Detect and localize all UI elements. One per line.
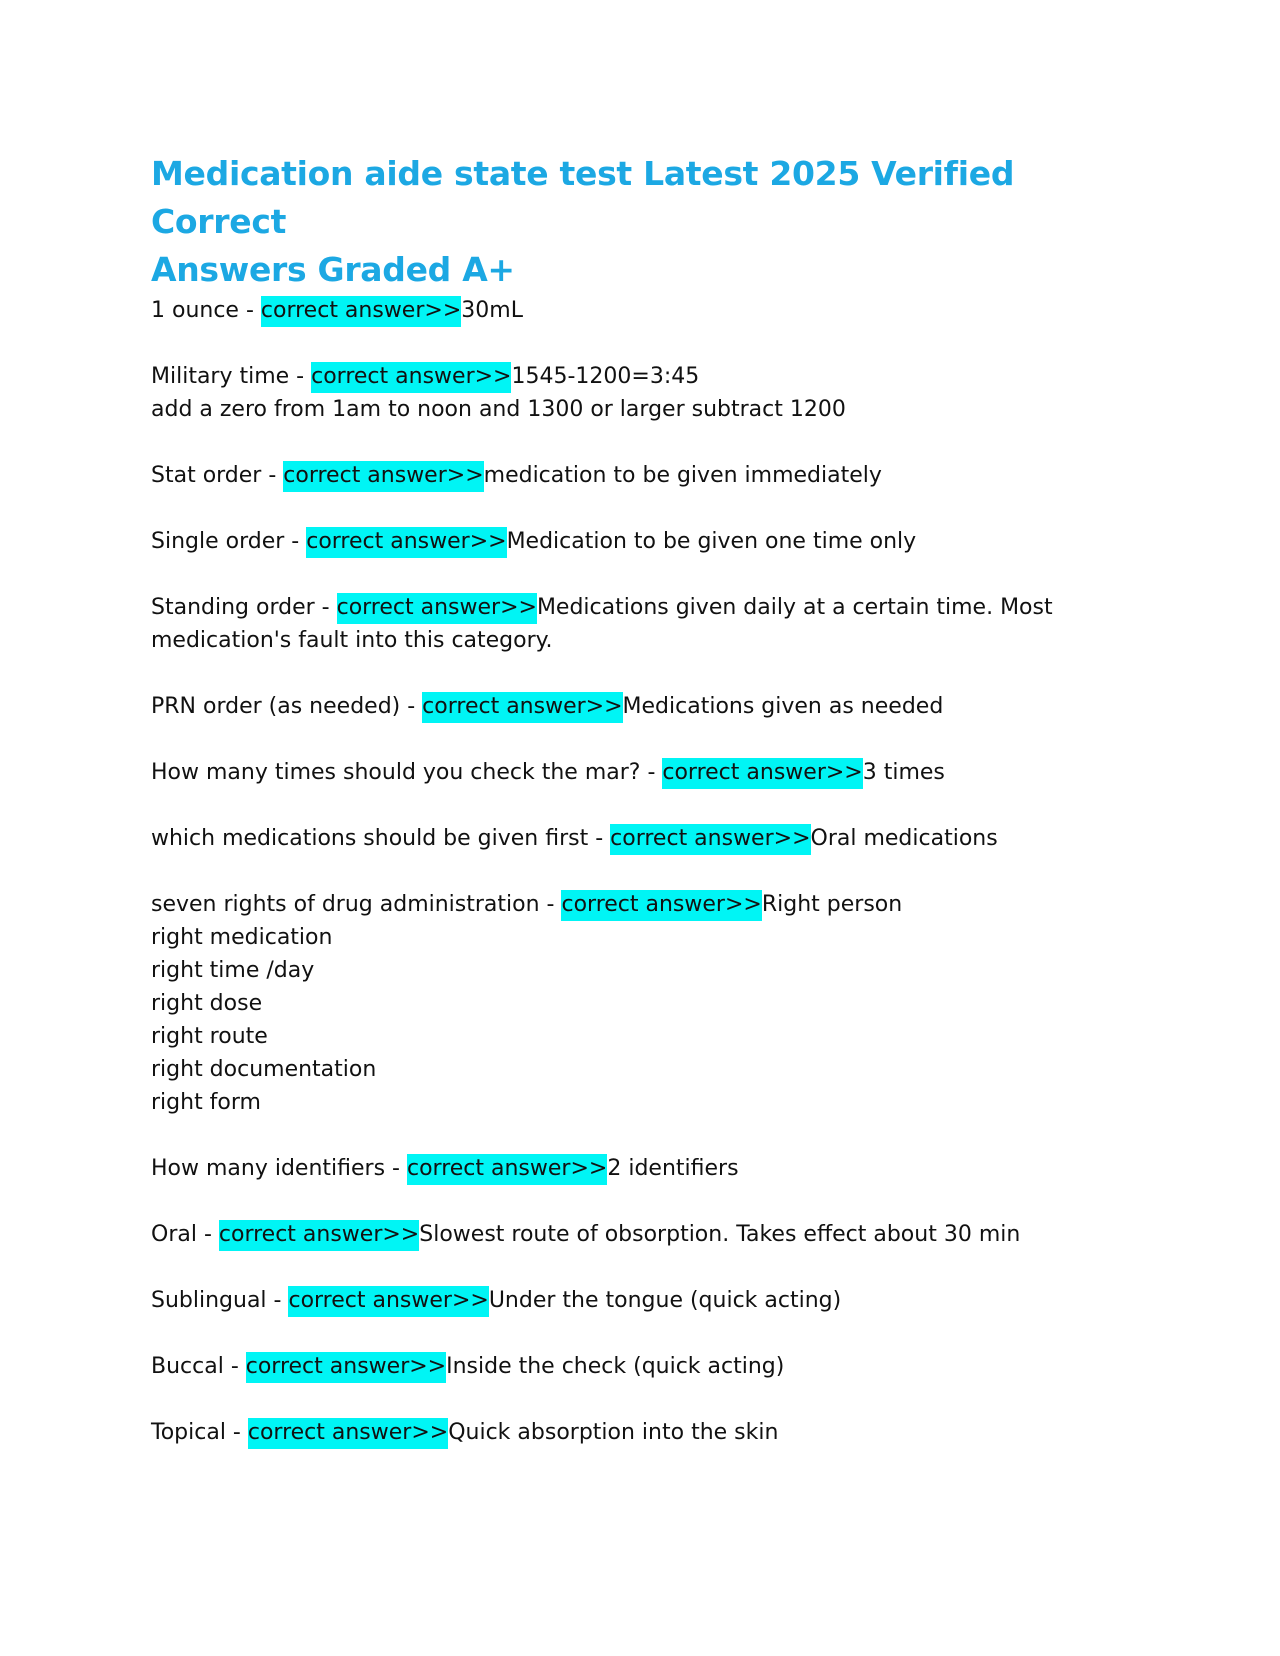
- answer-continuation-line: medication's fault into this category.: [151, 628, 553, 653]
- answer-text: Inside the check (quick acting): [446, 1354, 785, 1379]
- question-text: How many identifiers -: [151, 1156, 407, 1181]
- answer-continuation-line: right dose: [151, 991, 263, 1016]
- question-text: which medications should be given first -: [151, 826, 611, 851]
- question-text: PRN order (as needed) -: [151, 694, 423, 719]
- question-text: seven rights of drug administration -: [151, 892, 562, 917]
- qa-first-line: [151, 525, 1151, 558]
- qa-first-line: [151, 690, 1151, 723]
- correct-answer-highlight: correct answer>>: [306, 527, 506, 558]
- question-text: How many times should you check the mar? -: [151, 760, 663, 785]
- qa-first-line: [151, 888, 1151, 921]
- correct-answer-highlight: correct answer>>: [288, 1286, 488, 1317]
- answer-text: Slowest route of obsorption. Takes effect about 30 min: [419, 1222, 1021, 1247]
- question-text: Stat order -: [151, 463, 284, 488]
- answer-continuation-line: add a zero from 1am to noon and 1300 or larger subtract 1200: [151, 397, 846, 422]
- question-text: Buccal -: [151, 1354, 246, 1379]
- question-text: Military time -: [151, 364, 312, 389]
- qa-entry: [151, 1350, 1151, 1383]
- answer-text: 2 identifiers: [607, 1156, 739, 1181]
- correct-answer-highlight: correct answer>>: [283, 461, 483, 492]
- qa-first-line: [151, 822, 1151, 855]
- answer-text: Quick absorption into the skin: [448, 1420, 779, 1445]
- qa-first-line: [151, 459, 1151, 492]
- answer-text: 1545-1200=3:45: [511, 364, 700, 389]
- title-line-2: Answers Graded A+: [151, 250, 515, 289]
- qa-entry: [151, 360, 1151, 426]
- correct-answer-highlight: correct answer>>: [248, 1418, 448, 1449]
- qa-entry: [151, 690, 1151, 723]
- qa-first-line: [151, 360, 1151, 393]
- answer-text: Medications given daily at a certain time. Most: [536, 595, 1053, 620]
- correct-answer-highlight: correct answer>>: [311, 362, 511, 393]
- qa-first-line: [151, 1416, 1151, 1449]
- answer-text: 30mL: [461, 298, 523, 323]
- question-text: Oral -: [151, 1222, 219, 1247]
- answer-continuation-line: right medication: [151, 925, 333, 950]
- answer-continuation-line: right form: [151, 1090, 261, 1115]
- answer-continuation-line: right time /day: [151, 958, 315, 983]
- qa-first-line: [151, 1350, 1151, 1383]
- qa-entry: [151, 591, 1151, 657]
- correct-answer-highlight: correct answer>>: [219, 1220, 419, 1251]
- qa-first-line: [151, 1284, 1151, 1317]
- correct-answer-highlight: correct answer>>: [337, 593, 537, 624]
- qa-entry: [151, 525, 1151, 558]
- qa-first-line: [151, 294, 1151, 327]
- answer-continuation-line: right documentation: [151, 1057, 377, 1082]
- answer-text: Medications given as needed: [622, 694, 944, 719]
- answer-text: Right person: [761, 892, 903, 917]
- correct-answer-highlight: correct answer>>: [561, 890, 761, 921]
- question-text: Single order -: [151, 529, 307, 554]
- question-text: Sublingual -: [151, 1288, 289, 1313]
- correct-answer-highlight: correct answer>>: [407, 1154, 607, 1185]
- qa-entry: [151, 1152, 1151, 1185]
- correct-answer-highlight: correct answer>>: [246, 1352, 446, 1383]
- qa-entry: [151, 1416, 1151, 1449]
- correct-answer-highlight: correct answer>>: [610, 824, 810, 855]
- answer-text: 3 times: [862, 760, 945, 785]
- answer-text: Medication to be given one time only: [506, 529, 917, 554]
- answer-text: Oral medications: [810, 826, 998, 851]
- qa-entry: [151, 459, 1151, 492]
- qa-entry: [151, 888, 1151, 1119]
- correct-answer-highlight: correct answer>>: [261, 296, 461, 327]
- qa-entry: [151, 1284, 1151, 1317]
- correct-answer-highlight: correct answer>>: [662, 758, 862, 789]
- question-text: Topical -: [151, 1420, 248, 1445]
- qa-entry: [151, 822, 1151, 855]
- question-text: Standing order -: [151, 595, 337, 620]
- qa-first-line: [151, 1218, 1151, 1251]
- qa-first-line: [151, 1152, 1151, 1185]
- title-line-1: Medication aide state test Latest 2025 Verified Correct: [151, 154, 1015, 241]
- correct-answer-highlight: correct answer>>: [422, 692, 622, 723]
- qa-first-line: [151, 591, 1151, 624]
- document-content: [151, 150, 1151, 1482]
- document-title: [151, 150, 1151, 294]
- question-text: 1 ounce -: [151, 298, 261, 323]
- qa-entry: [151, 1218, 1151, 1251]
- qa-first-line: [151, 756, 1151, 789]
- answer-text: medication to be given immediately: [483, 463, 882, 488]
- answer-text: Under the tongue (quick acting): [488, 1288, 842, 1313]
- answer-continuation-line: right route: [151, 1024, 268, 1049]
- qa-entry: [151, 756, 1151, 789]
- qa-entry: [151, 294, 1151, 327]
- question-answer-list: [151, 294, 1151, 1449]
